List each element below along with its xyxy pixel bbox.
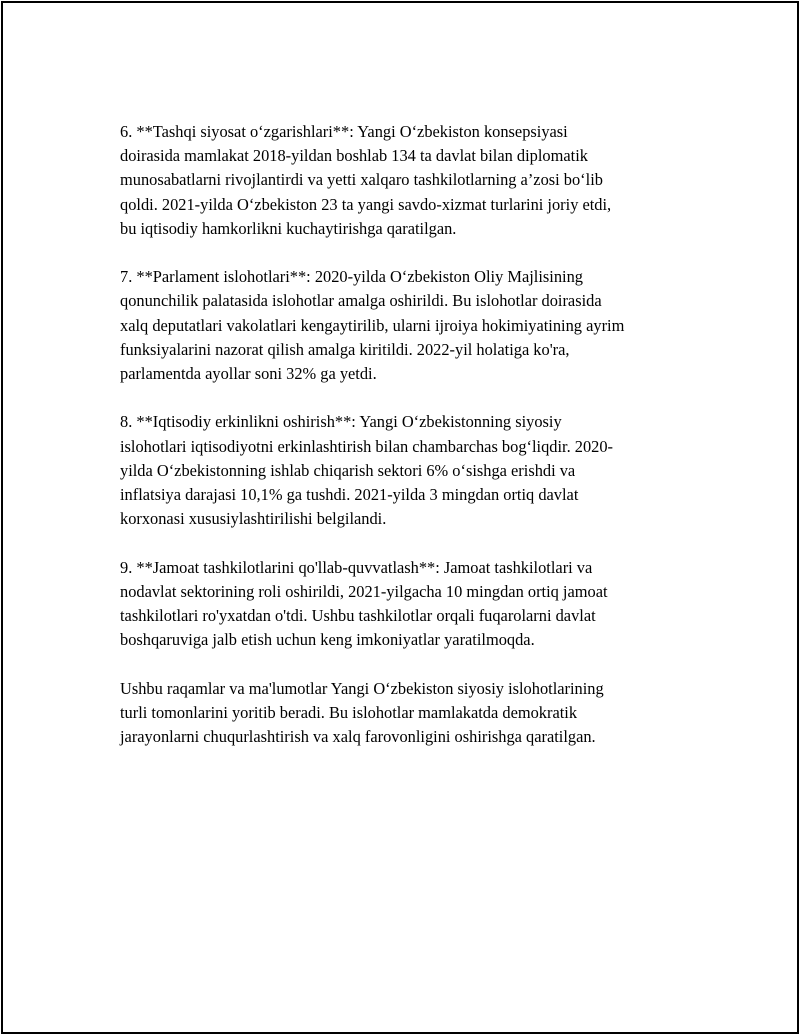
- document-body: [120, 120, 700, 773]
- text-line: doirasida mamlakat 2018-yildan boshlab 134 ta davlat bilan diplomatik: [120, 146, 588, 166]
- text-line: bu iqtisodiy hamkorlikni kuchaytirishga qaratilgan.: [120, 218, 457, 238]
- text-line: jarayonlarni chuqurlashtirish va xalq farovonligini oshirishga qaratilgan.: [120, 727, 596, 747]
- text-line: funksiyalarini nazorat qilish amalga kiritildi. 2022-yil holatiga ko'ra,: [120, 339, 570, 359]
- paragraph-economic-freedom: [120, 410, 700, 531]
- paragraph-parliament-reforms: [120, 265, 700, 386]
- text-line: korxonasi xususiylashtirilishi belgilandi.: [120, 509, 387, 529]
- page-frame: [1, 1, 799, 1034]
- text-line: qonunchilik palatasida islohotlar amalga oshirildi. Bu islohotlar doirasida: [120, 291, 602, 311]
- paragraph-public-organizations: [120, 556, 700, 653]
- text-line: turli tomonlarini yoritib beradi. Bu islohotlar mamlakatda demokratik: [120, 702, 578, 722]
- paragraph-foreign-policy: [120, 120, 700, 241]
- text-line: 8. **Iqtisodiy erkinlikni oshirish**: Yangi O‘zbekistonning siyosiy: [120, 412, 562, 432]
- text-line: 7. **Parlament islohotlari**: 2020-yilda O‘zbekiston Oliy Majlisining: [120, 267, 583, 287]
- text-line: tashkilotlari ro'yxatdan o'tdi. Ushbu tashkilotlar orqali fuqarolarni davlat: [120, 606, 596, 626]
- text-line: yilda O‘zbekistonning ishlab chiqarish sektori 6% o‘sishga erishdi va: [120, 460, 576, 480]
- text-line: Ushbu raqamlar va ma'lumotlar Yangi O‘zbekiston siyosiy islohotlarining: [120, 678, 604, 698]
- text-line: munosabatlarni rivojlantirdi va yetti xalqaro tashkilotlarning a’zosi bo‘lib: [120, 170, 603, 190]
- text-line: xalq deputatlari vakolatlari kengaytirilib, ularni ijroiya hokimiyatining ayrim: [120, 315, 625, 335]
- text-line: parlamentda ayollar soni 32% ga yetdi.: [120, 364, 377, 384]
- text-line: 9. **Jamoat tashkilotlarini qo'llab-quvvatlash**: Jamoat tashkilotlari va: [120, 557, 593, 577]
- text-line: qoldi. 2021-yilda O‘zbekiston 23 ta yangi savdo-xizmat turlarini joriy etdi,: [120, 194, 612, 214]
- text-line: islohotlari iqtisodiyotni erkinlashtirish bilan chambarchas bog‘liqdir. 2020-: [120, 436, 614, 456]
- text-line: nodavlat sektorining roli oshirildi, 2021-yilgacha 10 mingdan ortiq jamoat: [120, 581, 608, 601]
- paragraph-conclusion: [120, 677, 700, 750]
- text-line: boshqaruviga jalb etish uchun keng imkoniyatlar yaratilmoqda.: [120, 630, 535, 650]
- text-line: 6. **Tashqi siyosat o‘zgarishlari**: Yangi O‘zbekiston konsepsiyasi: [120, 122, 568, 141]
- text-line: inflatsiya darajasi 10,1% ga tushdi. 2021-yilda 3 mingdan ortiq davlat: [120, 485, 579, 505]
